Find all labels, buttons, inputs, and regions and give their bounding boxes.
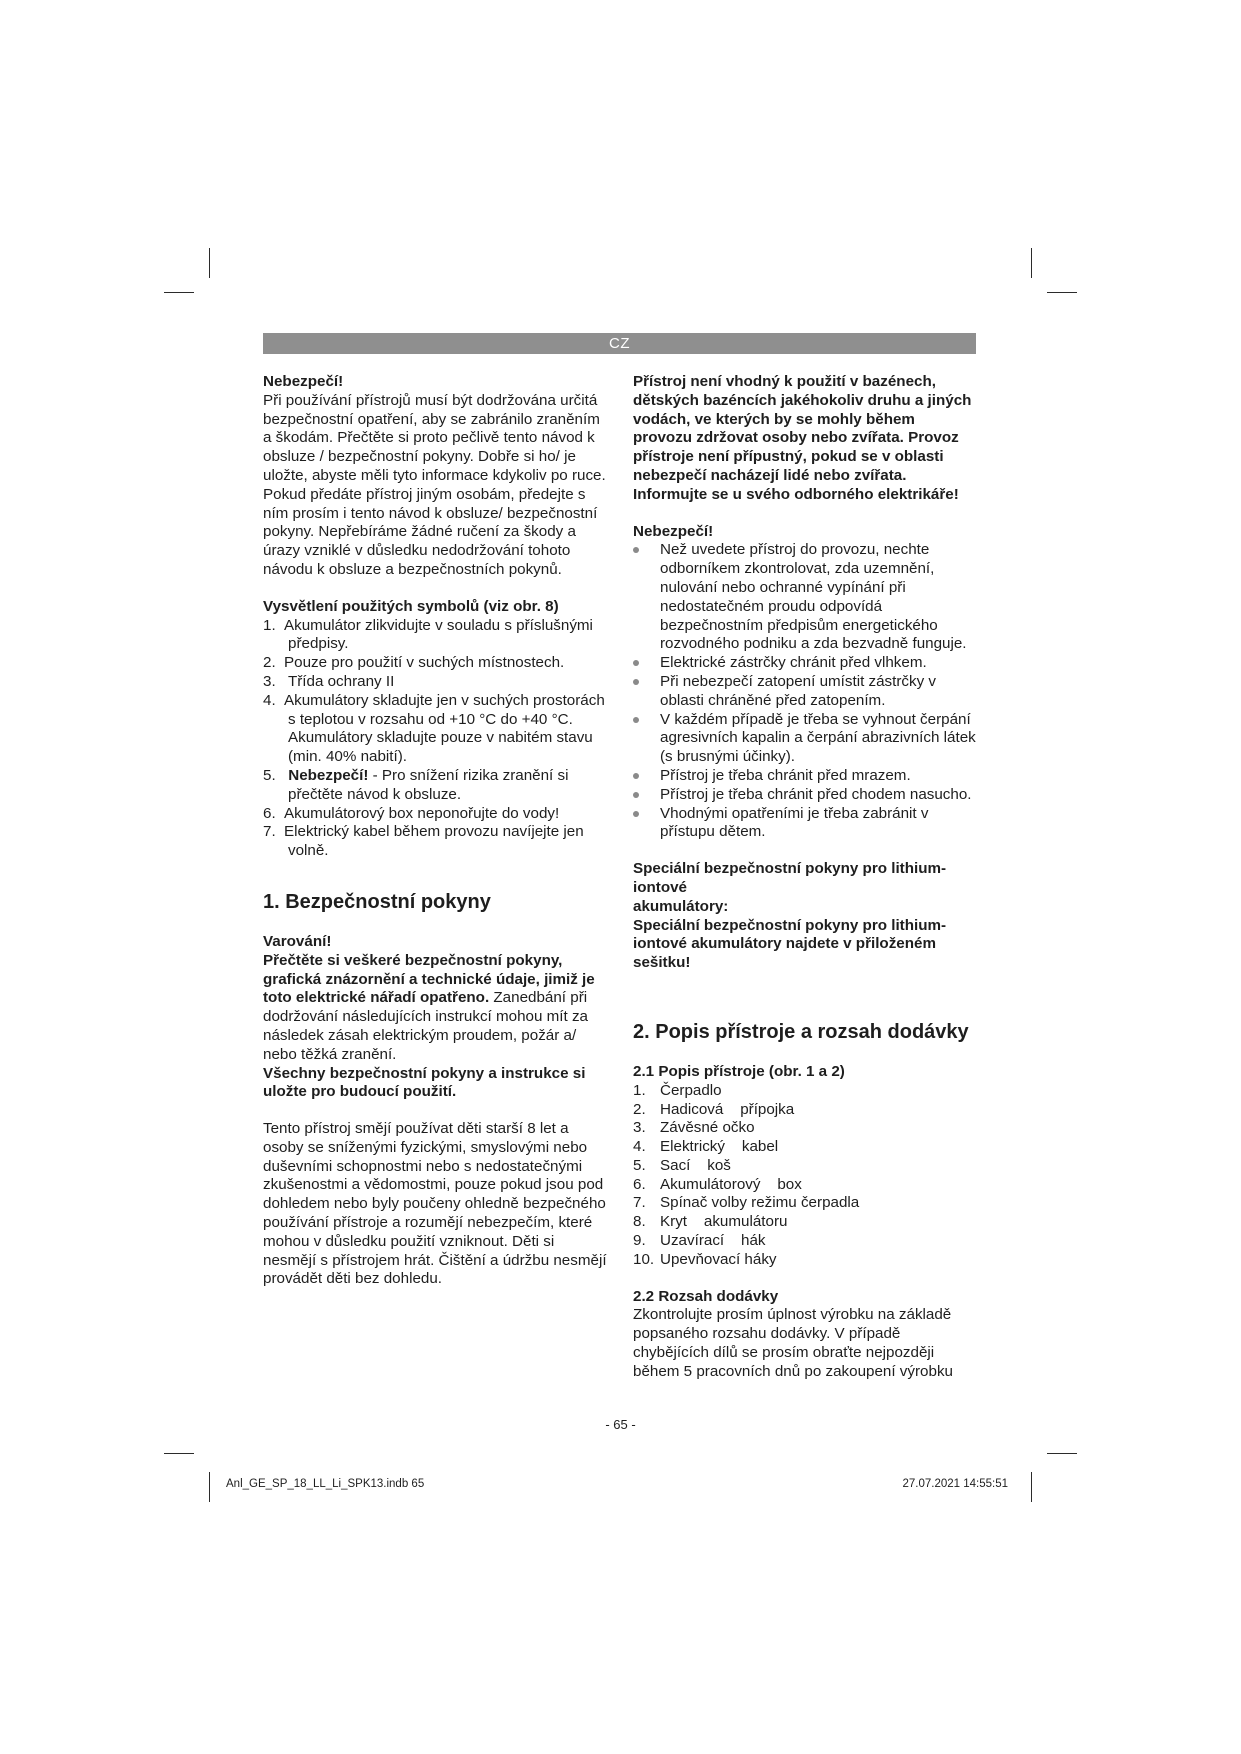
list-item: 4. Akumulátory skladujte jen v suchých prostorách s teplotou v rozsahu od +10 °C do +40 °C. Akumulátory skladujte pouze v nabitém stavu (min. 40% nabití). (263, 691, 605, 766)
delivery-paragraph: Zkontrolujte prosím úplnost výrobku na základě popsaného rozsahu dodávky. V případě chybějících dílů se prosím obraťte nejpozději během 5 pracovních dnů po zakoupení výrobku (633, 1306, 953, 1380)
list-item: 6. Akumulátorový box neponořujte do vody! (263, 804, 560, 822)
crop-mark-top-left (209, 248, 210, 278)
list-item: 6. Akumulátorový box (633, 1175, 802, 1193)
crop-mark-top-left (164, 292, 194, 293)
bullet-icon (633, 717, 639, 723)
right-column (633, 373, 978, 1382)
bullet-icon (633, 811, 639, 817)
language-code: CZ (609, 335, 630, 352)
lithium-heading-line-2: iontové (633, 878, 688, 896)
list-item: 1. Čerpadlo (633, 1081, 722, 1099)
list-item: V každém případě je třeba se vyhnout čerpání agresivních kapalin a čerpání abrazivních látek (s brusnými účinky). (633, 711, 978, 767)
device-description-heading: 2.1 Popis přístroje (obr. 1 a 2) (633, 1062, 845, 1080)
danger-bullet-list (633, 541, 978, 842)
page-number: - 65 - (605, 1417, 636, 1432)
list-item: Než uvedete přístroj do provozu, nechte odborníkem zkontrolovat, zda uzemnění, nulování nebo ochranné vypínání při nedostatečném proudu odpovídá bezpečnostním předpisům energetického rozvodného podniku a zda bezvadně funguje. (633, 541, 978, 654)
list-item: 3. Třída ochrany II (263, 672, 395, 690)
keep-instructions-note: Všechny bezpečnostní pokyny a instrukce si uložte pro budoucí použití. (263, 1064, 586, 1101)
list-item: 10. Upevňovací háky (633, 1250, 777, 1268)
list-item: 7. Spínač volby režimu čerpadla (633, 1194, 860, 1212)
symbols-heading: Vysvětlení použitých symbolů (viz obr. 8) (263, 597, 559, 615)
list-item: 1. Akumulátor zlikvidujte v souladu s příslušnými předpisy. (263, 616, 593, 653)
bullet-icon (633, 679, 639, 685)
list-item: 8. Kryt akumulátoru (633, 1213, 788, 1231)
list-item: 9. Uzavírací hák (633, 1232, 766, 1250)
section-2-title: 2. Popis přístroje a rozsah dodávky (633, 1020, 969, 1043)
parts-list (633, 1082, 978, 1270)
crop-mark-top-right (1047, 292, 1077, 293)
list-item: 2. Pouze pro použití v suchých místnostech. (263, 654, 565, 672)
lithium-note: Speciální bezpečnostní pokyny pro lithium-iontové akumulátory najdete v přiloženém sešitku! (633, 916, 947, 972)
list-item: 7. Elektrický kabel během provozu navíjejte jen volně. (263, 823, 584, 860)
danger-paragraph: Při používání přístrojů musí být dodržována určitá bezpečnostní opatření, aby se zabránilo zraněním a škodám. Přečtěte si proto pečlivě tento návod k obsluze / bezpečnostní pokyny. Dobře si ho/ je uložte, abyste měli tyto informace kdykoliv po ruce. Pokud předáte přístroj jiným osobám, předejte s ním prosím i tento návod k obsluze/ bezpečnostní pokyny. Nepřebíráme žádné ručení za škody a úrazy vzniklé v důsledku nedodržování tohoto návodu k obsluze a bezpečnostních pokynů. (263, 391, 606, 578)
list-item: 3. Závěsné očko (633, 1119, 755, 1137)
warning-paragraph: Přečtěte si veškeré bezpečnostní pokyny, grafická znázornění a technické údaje, jimiž je toto elektrické nářadí opatřeno. Zanedbání při dodržování následujících instrukcí mohou mít za následek zásah elektrickým proudem, požár a/ nebo těžká zranění. (263, 951, 595, 1063)
crop-mark-bottom-left (209, 1472, 210, 1502)
children-paragraph: Tento přístroj smějí používat děti starší 8 let a osoby se sníženými fyzickými, smyslovými nebo duševními schopnostmi nebo s nedostatečnými zkušenostmi a vědomostmi, pouze pokud jsou pod dohledem nebo byly poučeny ohledně bezpečného používání přístroje a rozumějí nebezpečím, které mohou v důsledku použití vzniknout. Děti si nesmějí s přístrojem hrát. Čištění a údržbu nesmějí provádět děti bez dohledu. (263, 1120, 607, 1288)
list-item: 2. Hadicová přípojka (633, 1100, 795, 1118)
bullet-icon (633, 547, 639, 553)
list-item: Přístroj je třeba chránit před chodem nasucho. (633, 786, 978, 805)
list-item: 5. Nebezpečí! - Pro snížení rizika zranění si přečtěte návod k obsluze. (263, 766, 569, 803)
list-item: Elektrické zástrčky chránit před vlhkem. (633, 654, 978, 673)
crop-mark-top-right (1031, 248, 1032, 278)
footer-timestamp: 27.07.2021 14:55:51 (902, 1478, 1008, 1490)
crop-mark-bottom-right (1031, 1472, 1032, 1502)
language-header-bar (263, 333, 976, 354)
list-item: 5. Sací koš (633, 1156, 731, 1174)
danger-heading: Nebezpečí! (263, 373, 344, 390)
crop-mark-bottom-right (1047, 1453, 1077, 1454)
lithium-heading-line-1: Speciální bezpečnostní pokyny pro lithium- (633, 860, 947, 878)
left-column (263, 373, 608, 1289)
warning-heading: Varování! (263, 932, 332, 950)
bullet-icon (633, 773, 639, 779)
list-item: 4. Elektrický kabel (633, 1138, 779, 1156)
symbols-list (263, 617, 608, 861)
danger-heading: Nebezpečí! (633, 522, 714, 540)
bullet-icon (633, 792, 639, 798)
crop-mark-bottom-left (164, 1453, 194, 1454)
list-item: Přístroj je třeba chránit před mrazem. (633, 767, 978, 786)
bullet-icon (633, 660, 639, 666)
lithium-heading-line-3: akumulátory: (633, 897, 729, 915)
delivery-scope-heading: 2.2 Rozsah dodávky (633, 1287, 779, 1305)
list-item: Vhodnými opatřeními je třeba zabránit v přístupu dětem. (633, 805, 978, 843)
pool-warning: Přístroj není vhodný k použití v bazénech, dětských bazéncích jakéhokoliv druhu a jiných vodách, ve kterých by se mohly během provozu zdržovat osoby nebo zvířata. Provoz přístroje není přípustný, pokud se v oblasti nebezpečí nacházejí lidé nebo zvířata. Informujte se u svého odborného elektrikáře! (633, 373, 972, 503)
list-item: Při nebezpečí zatopení umístit zástrčky v oblasti chráněné před zatopením. (633, 673, 978, 711)
footer-file-name: Anl_GE_SP_18_LL_Li_SPK13.indb 65 (226, 1478, 425, 1490)
section-1-title: 1. Bezpečnostní pokyny (263, 890, 491, 913)
